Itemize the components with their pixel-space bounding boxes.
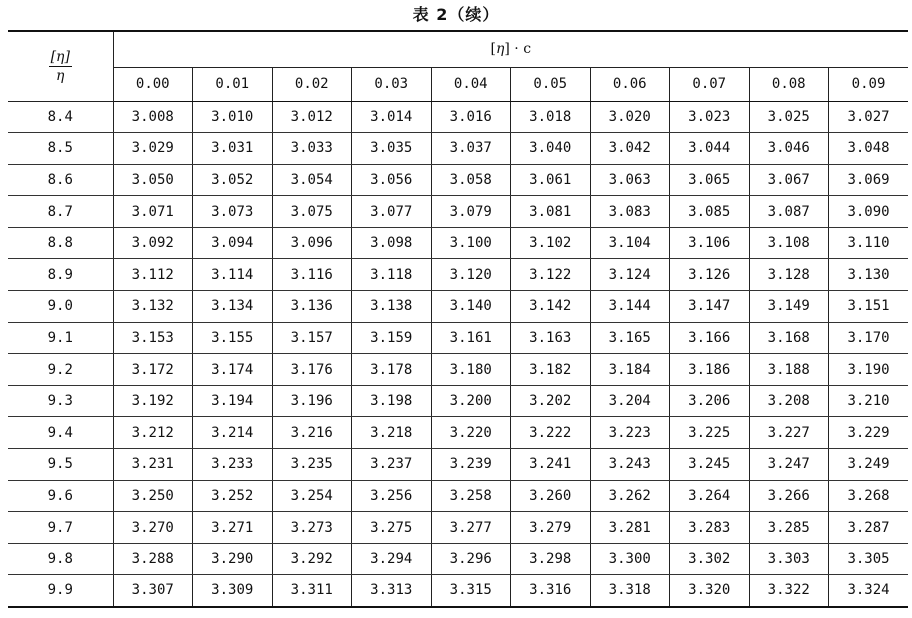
table-body [8, 101, 908, 607]
table-cell: 3.075 [272, 196, 352, 228]
row-key-cell: 9.6 [8, 480, 113, 512]
table-cell: 3.128 [749, 259, 829, 291]
row-key-cell: 9.8 [8, 543, 113, 575]
table-cell: 3.142 [511, 291, 591, 323]
table-row [8, 512, 908, 544]
table-cell: 3.157 [272, 322, 352, 354]
table-cell: 3.046 [749, 133, 829, 165]
table-cell: 3.058 [431, 164, 511, 196]
table-cell: 3.102 [511, 227, 591, 259]
table-cell: 3.098 [352, 227, 432, 259]
row-header-cell [8, 31, 113, 101]
column-header: 0.06 [590, 67, 670, 101]
table-cell: 3.287 [829, 512, 909, 544]
table-cell: 3.114 [193, 259, 273, 291]
column-header: 0.01 [193, 67, 273, 101]
table-cell: 3.229 [829, 417, 909, 449]
table-cell: 3.027 [829, 101, 909, 133]
table-cell: 3.023 [670, 101, 750, 133]
table-cell: 3.083 [590, 196, 670, 228]
row-key-cell: 9.0 [8, 291, 113, 323]
table-cell: 3.305 [829, 543, 909, 575]
table-cell: 3.258 [431, 480, 511, 512]
table-cell: 3.165 [590, 322, 670, 354]
table-cell: 3.233 [193, 449, 273, 481]
table-cell: 3.140 [431, 291, 511, 323]
table-cell: 3.016 [431, 101, 511, 133]
table-cell: 3.273 [272, 512, 352, 544]
table-cell: 3.061 [511, 164, 591, 196]
table-cell: 3.222 [511, 417, 591, 449]
table-cell: 3.296 [431, 543, 511, 575]
table-cell: 3.216 [272, 417, 352, 449]
row-key-cell: 8.9 [8, 259, 113, 291]
table-cell: 3.220 [431, 417, 511, 449]
table-cell: 3.245 [670, 449, 750, 481]
table-cell: 3.194 [193, 385, 273, 417]
table-cell: 3.298 [511, 543, 591, 575]
table-cell: 3.048 [829, 133, 909, 165]
column-header: 0.03 [352, 67, 432, 101]
table-cell: 3.147 [670, 291, 750, 323]
table-cell: 3.155 [193, 322, 273, 354]
table-cell: 3.202 [511, 385, 591, 417]
table-cell: 3.136 [272, 291, 352, 323]
table-cell: 3.285 [749, 512, 829, 544]
table-cell: 3.176 [272, 354, 352, 386]
table-cell: 3.218 [352, 417, 432, 449]
table-cell: 3.085 [670, 196, 750, 228]
table-cell: 3.172 [113, 354, 193, 386]
table-cell: 3.081 [511, 196, 591, 228]
table-row [8, 164, 908, 196]
table-cell: 3.090 [829, 196, 909, 228]
table-row [8, 227, 908, 259]
row-key-cell: 8.5 [8, 133, 113, 165]
table-cell: 3.096 [272, 227, 352, 259]
table-cell: 3.025 [749, 101, 829, 133]
table-cell: 3.040 [511, 133, 591, 165]
table-cell: 3.227 [749, 417, 829, 449]
table-cell: 3.035 [352, 133, 432, 165]
table-cell: 3.071 [113, 196, 193, 228]
table-cell: 3.288 [113, 543, 193, 575]
table-cell: 3.212 [113, 417, 193, 449]
table-cell: 3.231 [113, 449, 193, 481]
row-key-cell: 8.8 [8, 227, 113, 259]
table-cell: 3.067 [749, 164, 829, 196]
table-cell: 3.316 [511, 575, 591, 607]
table-cell: 3.247 [749, 449, 829, 481]
table-cell: 3.092 [113, 227, 193, 259]
table-cell: 3.138 [352, 291, 432, 323]
table-cell: 3.302 [670, 543, 750, 575]
table-cell: 3.184 [590, 354, 670, 386]
table-cell: 3.260 [511, 480, 591, 512]
row-key-cell: 9.2 [8, 354, 113, 386]
table-cell: 3.268 [829, 480, 909, 512]
table-cell: 3.279 [511, 512, 591, 544]
table-cell: 3.120 [431, 259, 511, 291]
table-cell: 3.094 [193, 227, 273, 259]
table-cell: 3.020 [590, 101, 670, 133]
row-key-cell: 9.3 [8, 385, 113, 417]
table-cell: 3.178 [352, 354, 432, 386]
table-cell: 3.029 [113, 133, 193, 165]
table-cell: 3.012 [272, 101, 352, 133]
table-cell: 3.292 [272, 543, 352, 575]
table-cell: 3.161 [431, 322, 511, 354]
table-cell: 3.266 [749, 480, 829, 512]
table-cell: 3.235 [272, 449, 352, 481]
column-header: 0.07 [670, 67, 750, 101]
table-container [8, 30, 908, 608]
table-cell: 3.077 [352, 196, 432, 228]
column-header: 0.09 [829, 67, 909, 101]
table-row [8, 259, 908, 291]
table-cell: 3.252 [193, 480, 273, 512]
table-cell: 3.200 [431, 385, 511, 417]
table-cell: 3.250 [113, 480, 193, 512]
table-row [8, 322, 908, 354]
table-cell: 3.144 [590, 291, 670, 323]
table-cell: 3.309 [193, 575, 273, 607]
column-header: 0.02 [272, 67, 352, 101]
table-cell: 3.318 [590, 575, 670, 607]
table-row [8, 385, 908, 417]
table-row [8, 480, 908, 512]
column-header-row [8, 67, 908, 101]
row-label-numerator: [η] [50, 48, 70, 65]
table-cell: 3.241 [511, 449, 591, 481]
table-cell: 3.052 [193, 164, 273, 196]
table-cell: 3.063 [590, 164, 670, 196]
row-key-cell: 8.6 [8, 164, 113, 196]
table-cell: 3.031 [193, 133, 273, 165]
table-cell: 3.168 [749, 322, 829, 354]
table-cell: 3.008 [113, 101, 193, 133]
row-label-fraction [49, 48, 72, 85]
table-row [8, 575, 908, 607]
table-cell: 3.225 [670, 417, 750, 449]
table-cell: 3.087 [749, 196, 829, 228]
table-cell: 3.014 [352, 101, 432, 133]
table-cell: 3.182 [511, 354, 591, 386]
table-cell: 3.223 [590, 417, 670, 449]
row-key-cell: 8.7 [8, 196, 113, 228]
table-cell: 3.073 [193, 196, 273, 228]
table-cell: 3.010 [193, 101, 273, 133]
table-caption: 表 2（续） [412, 5, 500, 24]
table-cell: 3.264 [670, 480, 750, 512]
data-table [8, 30, 908, 608]
table-row [8, 133, 908, 165]
table-cell: 3.116 [272, 259, 352, 291]
table-row [8, 291, 908, 323]
table-cell: 3.044 [670, 133, 750, 165]
table-cell: 3.018 [511, 101, 591, 133]
table-cell: 3.307 [113, 575, 193, 607]
column-header: 0.00 [113, 67, 193, 101]
column-group-header [113, 31, 908, 67]
table-cell: 3.243 [590, 449, 670, 481]
column-header: 0.04 [431, 67, 511, 101]
column-header: 0.05 [511, 67, 591, 101]
table-cell: 3.311 [272, 575, 352, 607]
table-cell: 3.054 [272, 164, 352, 196]
row-key-cell: 9.9 [8, 575, 113, 607]
table-cell: 3.065 [670, 164, 750, 196]
table-cell: 3.254 [272, 480, 352, 512]
row-key-cell: 9.7 [8, 512, 113, 544]
row-key-cell: 9.4 [8, 417, 113, 449]
table-cell: 3.214 [193, 417, 273, 449]
table-cell: 3.271 [193, 512, 273, 544]
table-cell: 3.100 [431, 227, 511, 259]
table-cell: 3.106 [670, 227, 750, 259]
group-label-eta: η [496, 41, 505, 58]
row-label-denominator: η [56, 67, 65, 84]
table-cell: 3.108 [749, 227, 829, 259]
table-cell: 3.198 [352, 385, 432, 417]
table-cell: 3.275 [352, 512, 432, 544]
table-cell: 3.300 [590, 543, 670, 575]
table-cell: 3.270 [113, 512, 193, 544]
table-cell: 3.159 [352, 322, 432, 354]
table-header [8, 31, 908, 101]
table-cell: 3.056 [352, 164, 432, 196]
table-cell: 3.192 [113, 385, 193, 417]
table-cell: 3.186 [670, 354, 750, 386]
table-cell: 3.315 [431, 575, 511, 607]
table-row [8, 449, 908, 481]
table-cell: 3.149 [749, 291, 829, 323]
group-label-right: ] · c [504, 41, 532, 58]
table-cell: 3.237 [352, 449, 432, 481]
table-cell: 3.239 [431, 449, 511, 481]
table-row [8, 543, 908, 575]
table-cell: 3.324 [829, 575, 909, 607]
table-cell: 3.208 [749, 385, 829, 417]
table-row [8, 196, 908, 228]
table-cell: 3.122 [511, 259, 591, 291]
table-cell: 3.174 [193, 354, 273, 386]
table-cell: 3.042 [590, 133, 670, 165]
table-cell: 3.124 [590, 259, 670, 291]
table-cell: 3.290 [193, 543, 273, 575]
table-cell: 3.283 [670, 512, 750, 544]
table-cell: 3.170 [829, 322, 909, 354]
table-row [8, 354, 908, 386]
table-cell: 3.151 [829, 291, 909, 323]
table-cell: 3.322 [749, 575, 829, 607]
table-cell: 3.110 [829, 227, 909, 259]
row-key-cell: 9.5 [8, 449, 113, 481]
table-cell: 3.180 [431, 354, 511, 386]
group-label-left: [ [490, 41, 496, 58]
table-cell: 3.204 [590, 385, 670, 417]
table-cell: 3.320 [670, 575, 750, 607]
table-cell: 3.153 [113, 322, 193, 354]
table-cell: 3.294 [352, 543, 432, 575]
table-cell: 3.303 [749, 543, 829, 575]
row-key-cell: 9.1 [8, 322, 113, 354]
table-cell: 3.210 [829, 385, 909, 417]
table-cell: 3.126 [670, 259, 750, 291]
table-cell: 3.249 [829, 449, 909, 481]
table-cell: 3.188 [749, 354, 829, 386]
table-cell: 3.190 [829, 354, 909, 386]
table-cell: 3.166 [670, 322, 750, 354]
table-cell: 3.163 [511, 322, 591, 354]
table-cell: 3.313 [352, 575, 432, 607]
table-cell: 3.281 [590, 512, 670, 544]
table-cell: 3.079 [431, 196, 511, 228]
table-cell: 3.037 [431, 133, 511, 165]
table-cell: 3.262 [590, 480, 670, 512]
column-header: 0.08 [749, 67, 829, 101]
table-cell: 3.206 [670, 385, 750, 417]
table-cell: 3.104 [590, 227, 670, 259]
table-cell: 3.130 [829, 259, 909, 291]
table-cell: 3.134 [193, 291, 273, 323]
table-cell: 3.132 [113, 291, 193, 323]
table-cell: 3.256 [352, 480, 432, 512]
table-cell: 3.277 [431, 512, 511, 544]
table-row [8, 417, 908, 449]
table-cell: 3.033 [272, 133, 352, 165]
row-key-cell: 8.4 [8, 101, 113, 133]
table-cell: 3.196 [272, 385, 352, 417]
table-row [8, 101, 908, 133]
table-cell: 3.069 [829, 164, 909, 196]
table-cell: 3.112 [113, 259, 193, 291]
table-cell: 3.050 [113, 164, 193, 196]
table-cell: 3.118 [352, 259, 432, 291]
